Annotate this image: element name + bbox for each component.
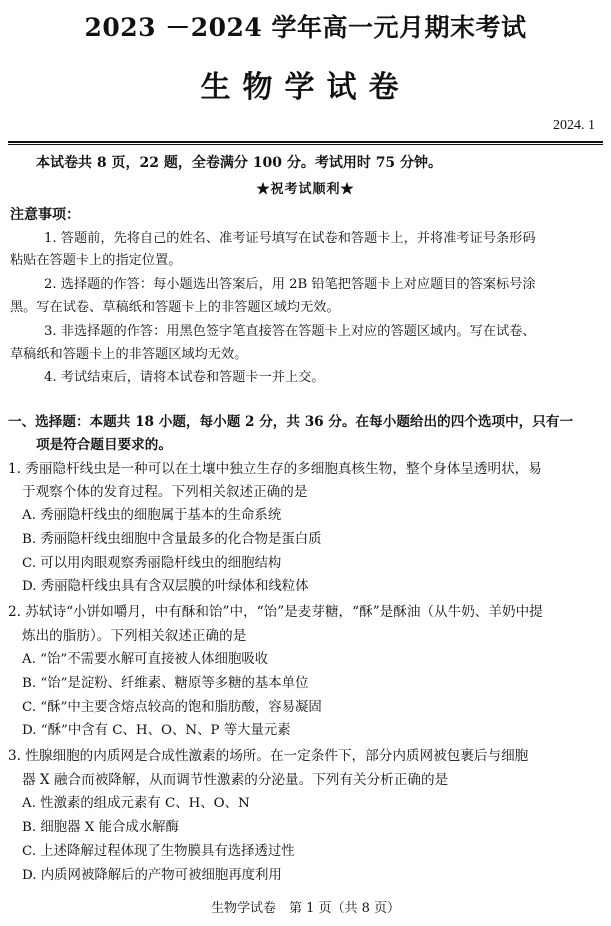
question-2-option-c: C. “酥”中主要含熔点较高的饱和脂肪酸，容易凝固 bbox=[22, 700, 322, 715]
section-heading: 一、选择题：本题共 18 小题，每小题 2 分，共 36 分。在每小题给出的四个选项中，只有一 bbox=[8, 414, 574, 430]
question-3-option-b: B. 细胞器 X 能合成水解酶 bbox=[22, 820, 179, 835]
page-footer: 生物学试卷 第 1 页（共 8 页） bbox=[210, 901, 401, 916]
exam-date: 2024. 1 bbox=[553, 118, 595, 133]
question-1-option-b: B. 秀丽隐杆线虫细胞中含量最多的化合物是蛋白质 bbox=[22, 532, 322, 547]
paper-subject-title: 生物学试卷 bbox=[200, 70, 411, 105]
question-1-option-c: C. 可以用肉眼观察秀丽隐杆线虫的细胞结构 bbox=[22, 556, 282, 571]
exam-title: 2023 －2024 学年高一元月期末考试 bbox=[84, 13, 527, 42]
question-1-option-d: D. 秀丽隐杆线虫具有含双层膜的叶绿体和线粒体 bbox=[22, 579, 309, 594]
question-3-stem-cont: 器 X 融合而被降解，从而调节性激素的分泌量。下列有关分析正确的是 bbox=[22, 772, 449, 788]
notice-line: 草稿纸和答题卡上的非答题区域均无效。 bbox=[10, 347, 248, 362]
notice-line: 3. 非选择题的作答：用黑色签字笔直接答在答题卡上对应的答题区域内。写在试卷、 bbox=[44, 324, 536, 339]
question-3-option-c: C. 上述降解过程体现了生物膜具有选择透过性 bbox=[22, 844, 295, 859]
notice-line: 1. 答题前，先将自己的姓名、准考证号填写在试卷和答题卡上，并将准考证号条形码 bbox=[44, 231, 536, 246]
question-1-stem: 1. 秀丽隐杆线虫是一种可以在土壤中独立生存的多细胞真核生物，整个身体呈透明状，易 bbox=[8, 461, 542, 477]
question-1-stem-cont: 于观察个体的发育过程。下列相关叙述正确的是 bbox=[22, 484, 308, 500]
question-3-option-a: A. 性激素的组成元素有 C、H、O、N bbox=[22, 796, 250, 811]
question-2-option-b: B. “饴”是淀粉、纤维素、糖原等多糖的基本单位 bbox=[22, 676, 309, 691]
question-2-stem: 2. 苏轼诗“小饼如嚼月，中有酥和饴”中，“饴”是麦芽糖，“酥”是酥油（从牛奶、羊奶中提 bbox=[8, 604, 543, 620]
notice-line: 黑。写在试卷、草稿纸和答题卡上的非答题区域均无效。 bbox=[10, 300, 340, 315]
notice-line: 2. 选择题的作答：每小题选出答案后，用 2B 铅笔把答题卡上对应题目的答案标号涂 bbox=[44, 277, 536, 292]
question-2-option-d: D. “酥”中含有 C、H、O、N、P 等大量元素 bbox=[22, 723, 291, 738]
notice-heading: 注意事项： bbox=[10, 207, 80, 223]
question-2-stem-cont: 炼出的脂肪）。下列相关叙述正确的是 bbox=[22, 628, 247, 644]
header-rule-thin bbox=[8, 144, 603, 145]
header-rule-thick bbox=[8, 141, 603, 143]
notice-line: 粘贴在答题卡上的指定位置。 bbox=[10, 253, 182, 268]
question-3-option-d: D. 内质网被降解后的产物可被细胞再度利用 bbox=[22, 868, 282, 883]
notice-line: 4. 考试结束后，请将本试卷和答题卡一并上交。 bbox=[44, 370, 325, 385]
question-2-option-a: A. “饴”不需要水解可直接被人体细胞吸收 bbox=[22, 652, 269, 667]
section-heading-cont: 项是符合题目要求的。 bbox=[36, 437, 172, 453]
paper-intro: 本试卷共 8 页，22 题，全卷满分 100 分。考试用时 75 分钟。 bbox=[36, 155, 443, 171]
good-luck-banner: ★祝考试顺利★ bbox=[256, 182, 355, 197]
question-3-stem: 3. 性腺细胞的内质网是合成性激素的场所。在一定条件下，部分内质网被包裹后与细胞 bbox=[8, 748, 529, 764]
question-1-option-a: A. 秀丽隐杆线虫的细胞属于基本的生命系统 bbox=[22, 508, 282, 523]
